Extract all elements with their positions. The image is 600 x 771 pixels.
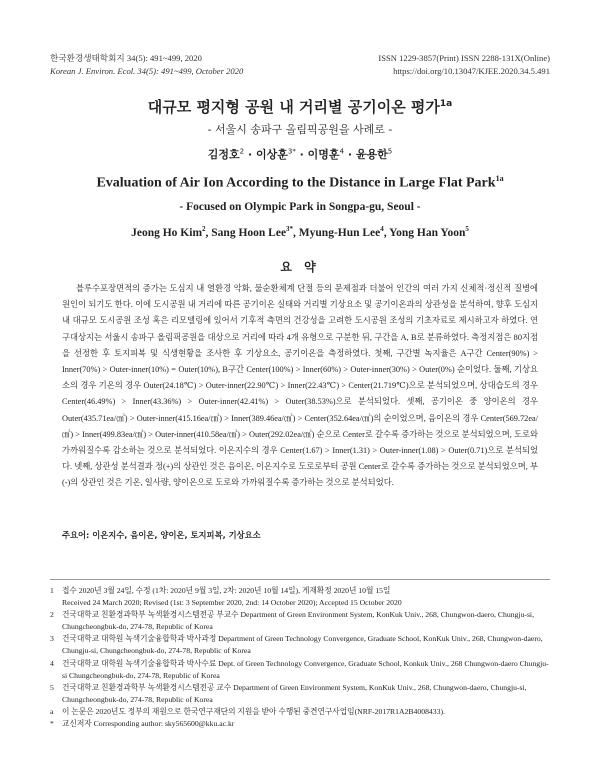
author-ko: 이명훈	[307, 148, 340, 161]
authors-korean: 김정호$^2$ · 이상훈$^{3*}$ · 이명훈$^4$ · 윤용한$^5$	[207, 147, 393, 161]
footnote-item: 4 건국대학교 대학원 녹색기술융합학과 박사수료 Dept. of Green Technology Convergence, Graduate School, Konkuk Univ., 268 Chungwon-daero Chungju-si Chungcheongbuk-do, 274-78, Republic of Korea	[50, 658, 549, 680]
footnote-divider	[50, 579, 550, 580]
author-en: Myung-Hun Lee	[298, 226, 381, 239]
author-en: Yong Han Yoon	[389, 226, 466, 239]
author-ko: 이상훈	[255, 148, 288, 161]
keywords: 주요어: 이온지수, 음이온, 양이온, 토지피복, 기상요소	[62, 530, 261, 540]
footnote-item: Received 24 March 2020; Revised (1st: 3 September 2020, 2nd: 14 October 2020); Accepted 15 October 2020	[62, 598, 402, 608]
doi-link[interactable]: https://doi.org/10.13047/KJEE.2020.34.5.491	[393, 66, 550, 76]
footnote-item: 2 건국대학교 친환경과학부 녹색환경시스템전공 부교수 Department of Green Environment System, KonKuk Univ., 268, Chungwon-daero, Chungju-si, Chungcheongbuk-do, 274-78, Republic of Korea	[50, 610, 534, 632]
footnote-item: a 이 논문은 2020년도 정부의 재원으로 한국연구재단의 지원을 받아 수행된 중견연구사업임(NRF-2017R1A2B4008433).	[50, 706, 445, 716]
author-en: Sang Hoon Lee	[211, 226, 287, 239]
authors-english: Jeong Ho Kim$^2$, Sang Hoon Lee$^{3*}$, Myung-Hun Lee$^4$, Yong Han Yoon$^5$	[131, 225, 469, 239]
title-korean: 대규모 평지형 공원 내 거리별 공기이온 평가$^{1a}$	[147, 98, 453, 116]
author-en: Jeong Ho Kim	[131, 226, 203, 239]
author-ko: 윤용한	[355, 148, 388, 161]
footnote-item: 1 접수 2020년 3월 24일, 수정 (1차: 2020년 9월 3일, 2차: 2020년 10월 14일), 게재확정 2020년 10월 15일	[50, 586, 391, 595]
abstract-heading: 요 약	[280, 260, 320, 274]
footnote-item: 5 건국대학교 친환경과학부 녹색환경시스템전공 교수 Department of Green Environment System, KonKuk Univ., 268, Chungwon-daero, Chungju-si, Chungcheongbuk-do, 274-78, Republic of Korea	[50, 682, 527, 704]
journal-citation-en: Korean J. Environ. Ecol. 34(5): 491~499, October 2020	[50, 66, 244, 76]
title-english: Evaluation of Air Ion According to the Distance in Large Flat Park$^{1a}$	[96, 174, 504, 191]
abstract-body	[62, 281, 538, 492]
footnote-item: 3 건국대학교 대학원 녹색기술융합학과 박사과정 Department of Green Technology Convergence, Graduate School, KonKuk Univ., 268, Chungwon-daero, Chungju-si, Chungcheongbuk-do, 274-78, Republic of Korea	[50, 634, 543, 656]
subtitle-english: - Focused on Olympic Park in Songpa-gu, Seoul -	[179, 201, 421, 213]
issn: ISSN 1229-3857(Print) ISSN 2288-131X(Online)	[378, 53, 550, 63]
footnote-item: * 교신저자 Corresponding author: sky565600@kku.ac.kr	[50, 719, 235, 729]
abstract-text: 블루수포장면적의 증가는 도심지 내 열환경 악화, 물순환체계 단절 등의 문제점과 더불어 인간의 여러 가지 신체적·정신적 질병에 원인이 되기도 한다. 이에 도시공원 내 거리에 따른 공기이온 실태와 거리별 기상요소 및 공기이온과의 상관성을 분석하여, 향후 도심지 내 대규모 도시공원 조성 혹은 리모델링에 있어서 기후적 측면의 건강성을 고려한 도시공원 조성의 기초자료로 제시하고자 하였다. 연구대상지는 서울시 송파구 올림픽공원을 대상으로 거리에 따라 4개 유형으로 구분한 뒤, 구간을 A, B로 분류하였다. 측정지점은 80지점을 선정한 후 토지피복 및 식생현황을 조사한 후 기상요소, 공기이온을 측정하였다. 첫째, 구간별 녹지율은 A구간 Center(90%) > Inner(70%) > Outer-inner(10%) = Outer(10%), B구간 Center(100%) > Inner(60%) > Outer-inner(30%) > Outer(0%) 순이었다. 둘째, 기상요소의 경우 기온의 경우 Outer(24.18℃) > Outer-inner(22.90℃) > Inner(22.43℃) > Center(21.719℃)으로 분석되었으며, 상대습도의 경우 Center(46.49%) > Inner(43.36%) > Outer-inner(42.41%) > Outer(38.53%)으로 분석되었다. 셋째, 공기이온 중 양이온의 경우 Outer(435.71ea/㎤) > Outer-inner(415.16ea/㎤) > Inner(389.46ea/㎤) > Center(352.64ea/㎤)의 순이었으며, 음이온의 경우 Center(569.72ea/㎤) > Inner(499.83ea/㎤) > Outer-inner(410.58ea/㎤) > Outer(292.02ea/㎤) 순으로 Center로 갈수록 증가하는 것으로 분석되었으며, 도로와 가까워질수록 감소하는 것으로 분석되었다. 이온지수의 경우 Center(1.67) > Inner(1.31) > Outer-inner(1.08) > Outer(0.71)으로 분석되었다. 넷째, 상관성 분석결과 정(+)의 상관인 것은 음이온, 이온지수로 도로로부터 공원 Center로 갈수록 증가하는 것으로 분석되었으며, 부(-)의 상관인 것은 기온, 일사량, 양이온으로 도로와 가까워질수록 증가하는 것으로 분석되었다.	[62, 284, 538, 488]
author-ko: 김정호	[207, 148, 240, 161]
journal-citation-ko: 한국환경생태학회지 34(5): 491~499, 2020	[50, 53, 202, 63]
footnotes	[50, 585, 550, 730]
subtitle-korean: - 서울시 송파구 올림픽공원을 사례로 -	[207, 123, 393, 136]
